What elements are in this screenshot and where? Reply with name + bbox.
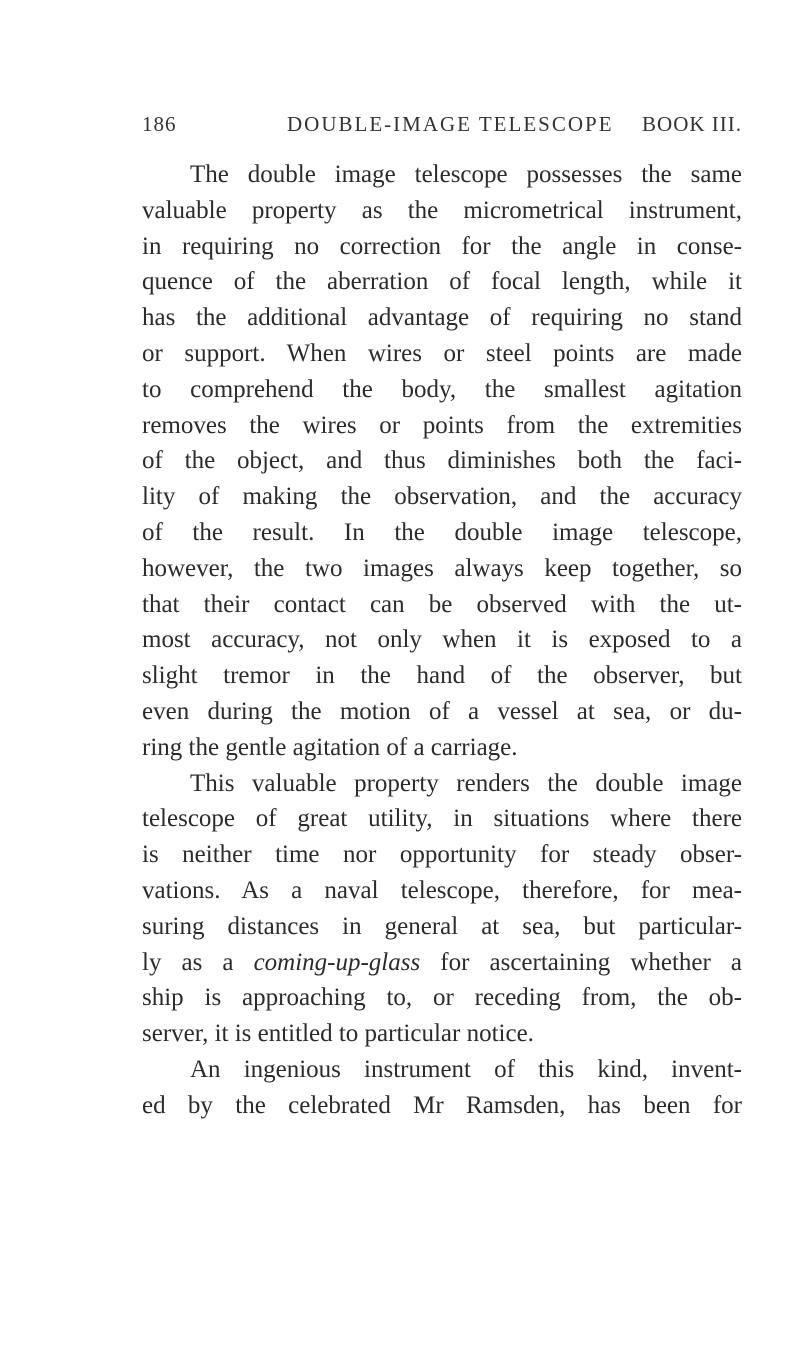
text-line: of the result. In the double image telescope,: [142, 518, 742, 546]
text-line: is neither time nor opportunity for steady obser-: [142, 841, 742, 869]
text-line: however, the two images always keep together, so: [142, 554, 742, 582]
text-line: The double image telescope possesses the same: [190, 161, 742, 188]
text-segment: for ascertaining whether a: [420, 948, 742, 976]
body-text: [142, 157, 742, 1124]
text-segment: ly as a: [142, 948, 254, 976]
text-line: or support. When wires or steel points are made: [142, 339, 742, 367]
italic-term: coming-up-glass: [253, 948, 421, 976]
text-line-with-italic: [142, 945, 742, 981]
text-line: This valuable property renders the double image: [190, 769, 742, 797]
text-line: to comprehend the body, the smallest agitation: [142, 375, 742, 403]
text-line: ring the gentle agitation of a carriage.: [142, 733, 518, 761]
text-line: even during the motion of a vessel at sea, or du-: [142, 697, 742, 725]
text-line: ed by the celebrated Mr Ramsden, has been for: [142, 1091, 742, 1119]
text-line: of the object, and thus diminishes both the faci-: [142, 447, 742, 475]
text-line: in requiring no correction for the angle in conse-: [142, 232, 742, 260]
text-line: telescope of great utility, in situations where there: [142, 805, 742, 833]
text-line: vations. As a naval telescope, therefore, for mea-: [142, 876, 742, 904]
text-line: valuable property as the micrometrical instrument,: [142, 196, 742, 224]
text-line: most accuracy, not only when it is exposed to a: [142, 626, 742, 654]
paragraph-2: [142, 766, 742, 1052]
text-line: slight tremor in the hand of the observer, but: [142, 662, 742, 690]
text-line: quence of the aberration of focal length, while it: [142, 268, 742, 296]
text-line: lity of making the observation, and the accuracy: [142, 483, 742, 511]
text-line: suring distances in general at sea, but particular-: [142, 912, 742, 940]
page-number: 186: [142, 112, 177, 136]
text-line: server, it is entitled to particular notice.: [142, 1020, 534, 1048]
text-line: An ingenious instrument of this kind, invent-: [190, 1055, 742, 1083]
page-header: [142, 112, 742, 144]
paragraph-3: [142, 1052, 742, 1124]
text-line: ship is approaching to, or receding from, the ob-: [142, 984, 742, 1012]
paragraph-1: [142, 157, 742, 766]
text-line: removes the wires or points from the extremities: [142, 411, 742, 439]
running-title: DOUBLE-IMAGE TELESCOPE: [287, 112, 614, 136]
text-line: has the additional advantage of requiring no stand: [142, 304, 742, 332]
book-reference: BOOK III.: [642, 112, 742, 136]
text-line: that their contact can be observed with the ut-: [142, 590, 742, 618]
